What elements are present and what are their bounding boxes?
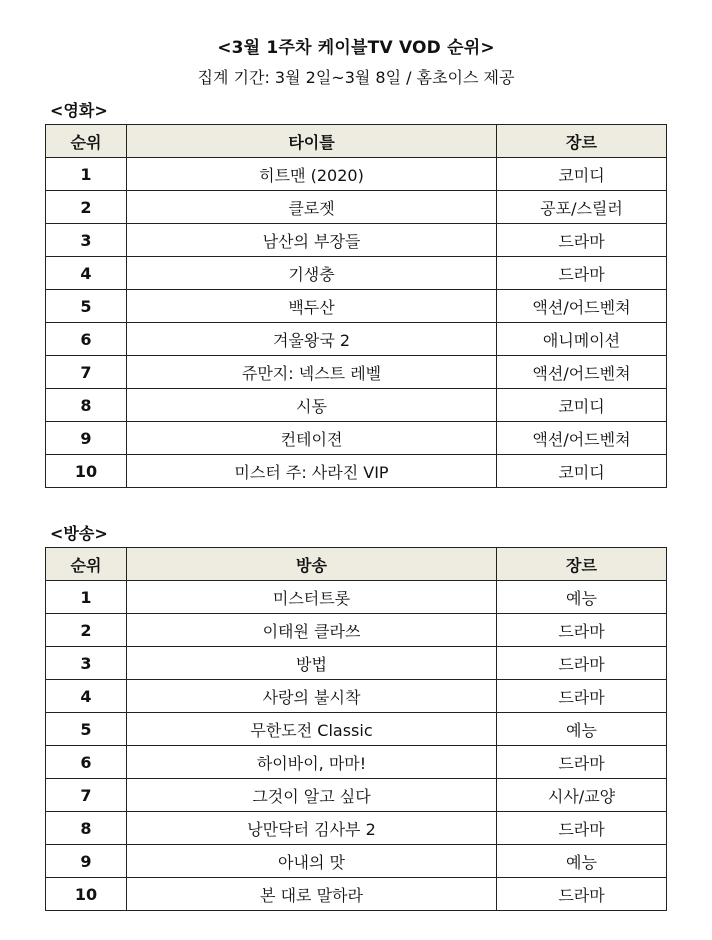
rank-cell: 2	[46, 614, 127, 647]
table-row	[46, 680, 667, 713]
header-rank: 순위	[46, 125, 127, 158]
title-cell: 백두산	[127, 290, 497, 323]
table-header-row	[46, 548, 667, 581]
rank-cell: 3	[46, 224, 127, 257]
title-cell: 미스터트롯	[127, 581, 497, 614]
genre-cell: 드라마	[497, 680, 667, 713]
table-row	[46, 455, 667, 488]
table-header-row	[46, 125, 667, 158]
genre-cell: 시사/교양	[497, 779, 667, 812]
rank-cell: 6	[46, 746, 127, 779]
title-cell: 낭만닥터 김사부 2	[127, 812, 497, 845]
title-cell: 시동	[127, 389, 497, 422]
genre-cell: 공포/스릴러	[497, 191, 667, 224]
genre-cell: 드라마	[497, 614, 667, 647]
title-cell: 무한도전 Classic	[127, 713, 497, 746]
genre-cell: 액션/어드벤쳐	[497, 422, 667, 455]
movies-ranking-table	[45, 124, 667, 488]
rank-cell: 2	[46, 191, 127, 224]
rank-cell: 7	[46, 356, 127, 389]
rank-cell: 7	[46, 779, 127, 812]
title-cell: 기생충	[127, 257, 497, 290]
title-cell: 클로젯	[127, 191, 497, 224]
rank-cell: 9	[46, 422, 127, 455]
header-rank: 순위	[46, 548, 127, 581]
rank-cell: 5	[46, 713, 127, 746]
header-title: 타이틀	[127, 125, 497, 158]
title-cell: 히트맨 (2020)	[127, 158, 497, 191]
rank-cell: 4	[46, 257, 127, 290]
genre-cell: 드라마	[497, 878, 667, 911]
rank-cell: 8	[46, 389, 127, 422]
rank-cell: 1	[46, 581, 127, 614]
genre-cell: 드라마	[497, 647, 667, 680]
table-row	[46, 356, 667, 389]
genre-cell: 코미디	[497, 158, 667, 191]
page-subtitle: 집계 기간: 3월 2일~3월 8일 / 홈초이스 제공	[197, 68, 515, 87]
header-genre: 장르	[497, 548, 667, 581]
rank-cell: 6	[46, 323, 127, 356]
header-genre: 장르	[497, 125, 667, 158]
title-cell: 겨울왕국 2	[127, 323, 497, 356]
rank-cell: 10	[46, 455, 127, 488]
table-row	[46, 713, 667, 746]
table-row	[46, 746, 667, 779]
title-cell: 쥬만지: 넥스트 레벨	[127, 356, 497, 389]
title-cell: 남산의 부장들	[127, 224, 497, 257]
tv-ranking-table	[45, 547, 667, 911]
table-row	[46, 647, 667, 680]
table-row	[46, 158, 667, 191]
genre-cell: 드라마	[497, 224, 667, 257]
table-row	[46, 191, 667, 224]
genre-cell: 예능	[497, 713, 667, 746]
rank-cell: 3	[46, 647, 127, 680]
rank-cell: 5	[46, 290, 127, 323]
movies-section-label: <영화>	[50, 101, 108, 120]
title-cell: 사랑의 불시착	[127, 680, 497, 713]
genre-cell: 액션/어드벤쳐	[497, 356, 667, 389]
table-row	[46, 290, 667, 323]
genre-cell: 예능	[497, 581, 667, 614]
rank-cell: 4	[46, 680, 127, 713]
genre-cell: 드라마	[497, 812, 667, 845]
genre-cell: 코미디	[497, 389, 667, 422]
rank-cell: 1	[46, 158, 127, 191]
table-row	[46, 581, 667, 614]
table-row	[46, 389, 667, 422]
genre-cell: 드라마	[497, 746, 667, 779]
title-cell: 미스터 주: 사라진 VIP	[127, 455, 497, 488]
table-row	[46, 614, 667, 647]
table-row	[46, 224, 667, 257]
tv-section-label: <방송>	[50, 524, 108, 543]
header-program: 방송	[127, 548, 497, 581]
table-row	[46, 812, 667, 845]
title-cell: 하이바이, 마마!	[127, 746, 497, 779]
table-row	[46, 779, 667, 812]
title-cell: 컨테이젼	[127, 422, 497, 455]
genre-cell: 애니메이션	[497, 323, 667, 356]
table-row	[46, 422, 667, 455]
title-cell: 방법	[127, 647, 497, 680]
title-cell: 본 대로 말하라	[127, 878, 497, 911]
rank-cell: 10	[46, 878, 127, 911]
title-cell: 아내의 맛	[127, 845, 497, 878]
genre-cell: 드라마	[497, 257, 667, 290]
title-cell: 이태원 클라쓰	[127, 614, 497, 647]
table-row	[46, 845, 667, 878]
title-cell: 그것이 알고 싶다	[127, 779, 497, 812]
rank-cell: 9	[46, 845, 127, 878]
table-row	[46, 257, 667, 290]
page-title: <3월 1주차 케이블TV VOD 순위>	[217, 38, 495, 58]
table-row	[46, 878, 667, 911]
rank-cell: 8	[46, 812, 127, 845]
genre-cell: 액션/어드벤쳐	[497, 290, 667, 323]
genre-cell: 예능	[497, 845, 667, 878]
table-row	[46, 323, 667, 356]
genre-cell: 코미디	[497, 455, 667, 488]
